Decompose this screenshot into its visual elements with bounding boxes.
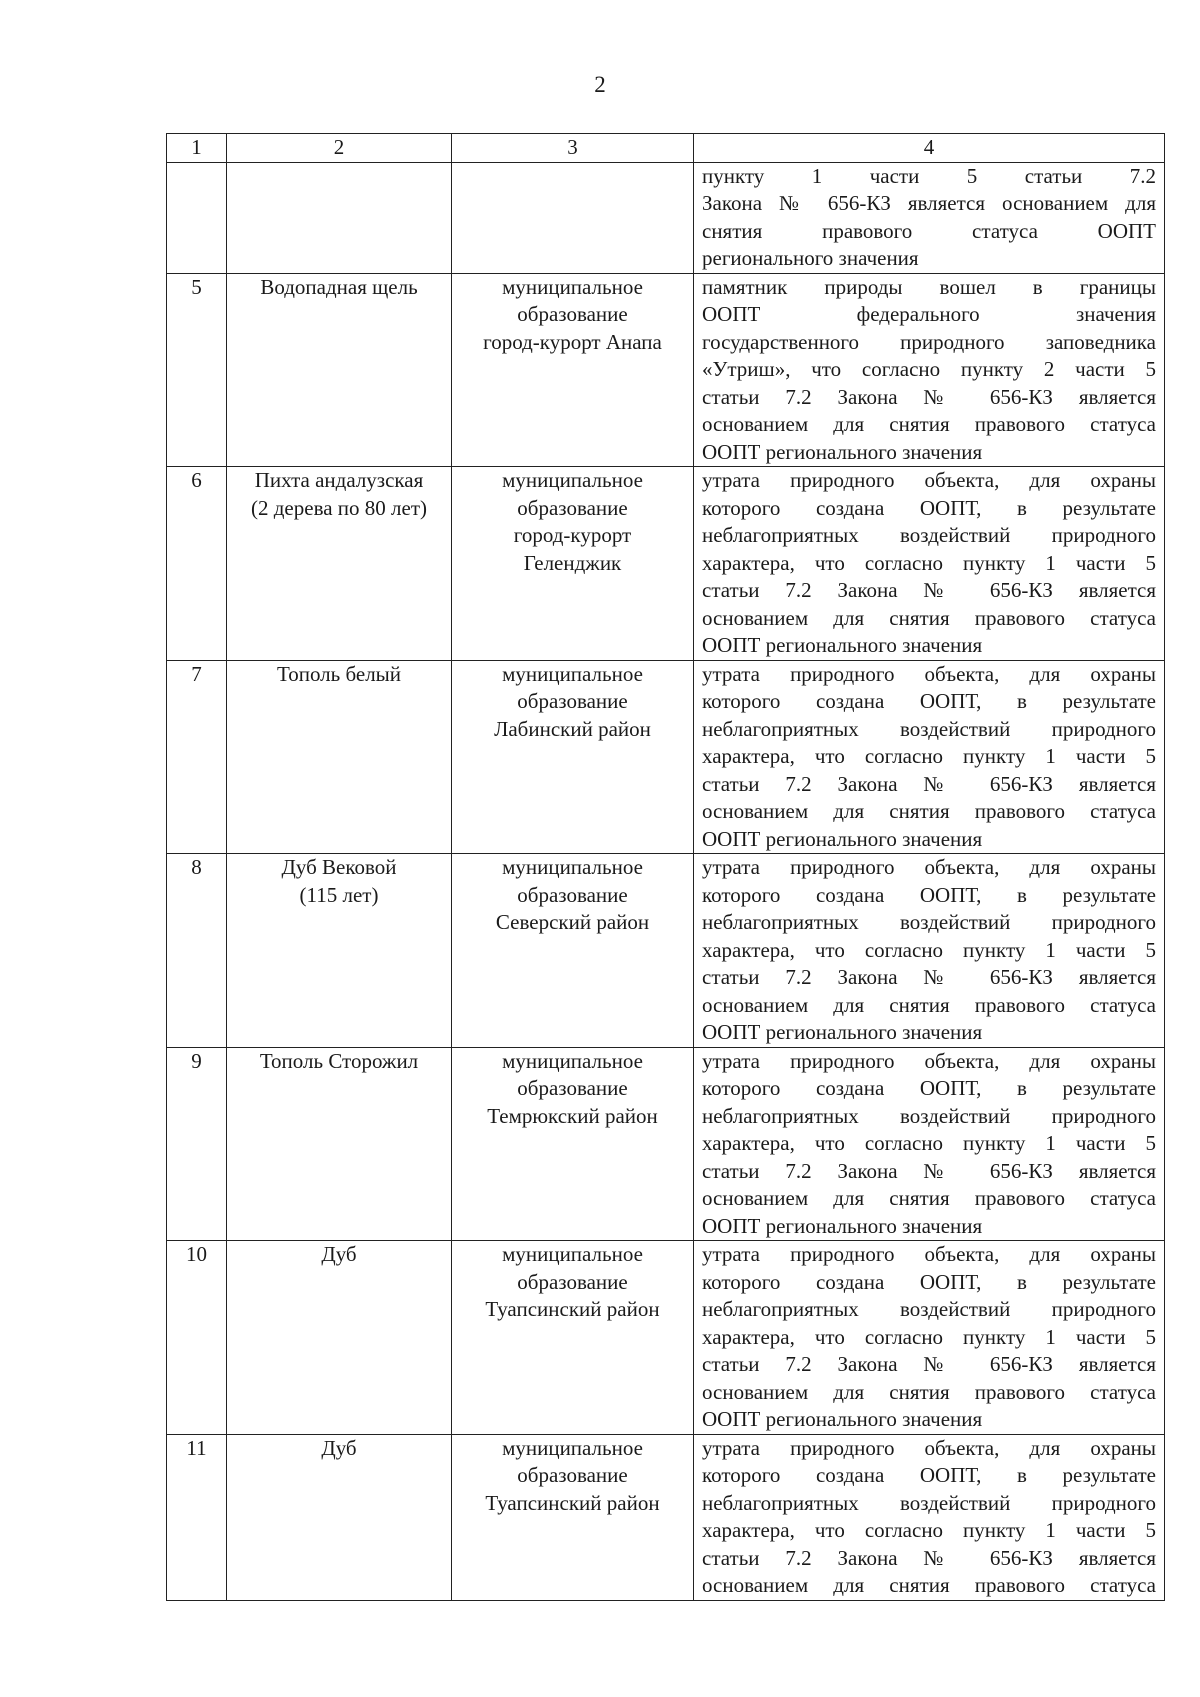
reason-line: статьи 7.2 Закона № 656-КЗ является [702, 965, 1156, 989]
reason-line: которого создана ООПТ, в результате [702, 882, 1156, 907]
municipality-line: образование [517, 302, 628, 326]
municipality [452, 467, 694, 661]
municipality-line: образование [517, 1463, 628, 1487]
header-col-2: 2 [227, 134, 452, 163]
reason-line: основанием для снятия правового статуса [702, 1573, 1156, 1597]
municipality-line: образование [517, 495, 628, 520]
reason [694, 1434, 1165, 1600]
row-number: 5 [167, 273, 227, 467]
municipality-line: Лабинский район [494, 716, 651, 741]
object-name-line: Дуб Вековой [281, 855, 397, 879]
page-number: 2 [594, 72, 606, 97]
header-col-4: 4 [694, 134, 1165, 163]
table-row [167, 162, 1165, 273]
reason-line: статьи 7.2 Закона № 656-КЗ является [702, 1352, 1156, 1376]
table-header-row [167, 134, 1165, 163]
reason-line: которого создана ООПТ, в результате [702, 1269, 1156, 1294]
reason-line: которого создана ООПТ, в результате [702, 495, 1156, 520]
municipality [452, 1047, 694, 1241]
row-number: 6 [167, 467, 227, 661]
table-row [167, 273, 1165, 467]
municipality-line: образование [517, 882, 628, 907]
municipality [452, 1241, 694, 1435]
reason-line: пункту 1 части 5 статьи 7.2 [702, 163, 1156, 188]
reason [694, 273, 1165, 467]
table-row [167, 660, 1165, 854]
reason-line: характера, что согласно пункту 1 части 5 [702, 937, 1156, 962]
reason [694, 1047, 1165, 1241]
reason-line: регионального значения [702, 246, 919, 270]
object-name-line: Дуб [321, 1242, 357, 1266]
reason-line: которого создана ООПТ, в результате [702, 1076, 1156, 1100]
reason-line: статьи 7.2 Закона № 656-КЗ является [702, 384, 1156, 409]
reason [694, 162, 1165, 273]
table-row [167, 854, 1165, 1048]
object-name [227, 854, 452, 1048]
reason-line: неблагоприятных воздействий природного [702, 716, 1156, 741]
reason-line: ООПТ федерального значения [702, 302, 1156, 326]
reason-line: утрата природного объекта, для охраны [702, 1435, 1156, 1460]
reason-line: «Утриш», что согласно пункту 2 части 5 [702, 357, 1156, 381]
municipality-line: Северский район [495, 910, 650, 934]
table-row [167, 1434, 1165, 1600]
object-name-line: Тополь Сторожил [259, 1048, 419, 1073]
municipality-line: муниципальное [502, 274, 643, 299]
object-name-line: (2 дерева по 80 лет) [251, 495, 427, 520]
reason-line: неблагоприятных воздействий природного [702, 910, 1156, 934]
reason-line: основанием для снятия правового статуса [702, 992, 1156, 1017]
header-col-3: 3 [452, 134, 694, 163]
reason-line: ООПТ регионального значения [702, 1407, 983, 1431]
reason-line: статьи 7.2 Закона № 656-КЗ является [702, 1545, 1156, 1570]
reason-line: основанием для снятия правового статуса [702, 412, 1156, 436]
reason-line: ООПТ регионального значения [702, 1213, 983, 1238]
reason-line: ООПТ регионального значения [702, 439, 983, 464]
reason [694, 854, 1165, 1048]
reason-line: государственного природного заповедника [702, 329, 1156, 354]
municipality [452, 854, 694, 1048]
object-name [227, 1047, 452, 1241]
municipality-line: Геленджик [523, 550, 622, 575]
object-name-line: Водопадная щель [260, 274, 418, 299]
municipality-line: Темрюкский район [487, 1103, 658, 1128]
reason-line: утрата природного объекта, для охраны [702, 1048, 1156, 1073]
reason-line: характера, что согласно пункту 1 части 5 [702, 1131, 1156, 1155]
reason-line: ООПТ регионального значения [702, 826, 983, 851]
object-name-line: Дуб [321, 1435, 357, 1460]
reason-line: неблагоприятных воздействий природного [702, 1103, 1156, 1128]
reason-line: основанием для снятия правового статуса [702, 799, 1156, 823]
reason-line: основанием для снятия правового статуса [702, 605, 1156, 630]
municipality [452, 162, 694, 273]
municipality-line: муниципальное [502, 661, 643, 686]
reason-line: характера, что согласно пункту 1 части 5 [702, 1518, 1156, 1542]
municipality-line: муниципальное [502, 1048, 643, 1073]
object-name-line: Пихта андалузская [254, 468, 424, 492]
reason-line: утрата природного объекта, для охраны [702, 661, 1156, 686]
header-col-1: 1 [167, 134, 227, 163]
row-number: 7 [167, 660, 227, 854]
table-body [167, 162, 1165, 1600]
object-name [227, 467, 452, 661]
municipality-line: город-курорт [513, 523, 632, 547]
reason-line: статьи 7.2 Закона № 656-КЗ является [702, 578, 1156, 602]
row-number: 10 [167, 1241, 227, 1435]
municipality-line: муниципальное [502, 468, 643, 492]
municipality [452, 660, 694, 854]
reason [694, 1241, 1165, 1435]
municipality-line: муниципальное [502, 855, 643, 879]
municipality-line: образование [517, 1269, 628, 1294]
object-name-line: (115 лет) [299, 882, 379, 907]
row-number: 8 [167, 854, 227, 1048]
table-row [167, 467, 1165, 661]
reason-line: статьи 7.2 Закона № 656-КЗ является [702, 1158, 1156, 1183]
reason-line: памятник природы вошел в границы [702, 274, 1156, 299]
row-number: 9 [167, 1047, 227, 1241]
reason-line: утрата природного объекта, для охраны [702, 468, 1156, 492]
municipality [452, 273, 694, 467]
object-name [227, 1241, 452, 1435]
reason-line: ООПТ регионального значения [702, 1020, 983, 1044]
object-name [227, 162, 452, 273]
table-row [167, 1047, 1165, 1241]
object-name [227, 1434, 452, 1600]
reason-line: неблагоприятных воздействий природного [702, 523, 1156, 547]
municipality-line: город-курорт Анапа [483, 329, 662, 354]
municipality-line: образование [517, 1076, 628, 1100]
municipality-line: образование [517, 689, 628, 713]
reason-line: характера, что согласно пункту 1 части 5 [702, 1324, 1156, 1349]
reason-line: статьи 7.2 Закона № 656-КЗ является [702, 771, 1156, 796]
reason-line: неблагоприятных воздействий природного [702, 1490, 1156, 1515]
row-number: 11 [167, 1434, 227, 1600]
reason-line: основанием для снятия правового статуса [702, 1186, 1156, 1210]
municipality [452, 1434, 694, 1600]
reason-line: снятия правового статуса ООПТ [702, 218, 1156, 243]
municipality-line: муниципальное [502, 1242, 643, 1266]
reason-line: основанием для снятия правового статуса [702, 1379, 1156, 1404]
object-name [227, 273, 452, 467]
table-row [167, 1241, 1165, 1435]
registry-table [166, 133, 1165, 1601]
row-number [167, 162, 227, 273]
reason-line: характера, что согласно пункту 1 части 5 [702, 744, 1156, 768]
reason-line: которого создана ООПТ, в результате [702, 689, 1156, 713]
reason-line: которого создана ООПТ, в результате [702, 1463, 1156, 1487]
reason [694, 467, 1165, 661]
municipality-line: муниципальное [502, 1435, 643, 1460]
reason-line: Закона № 656-КЗ является основанием для [702, 191, 1156, 215]
reason-line: утрата природного объекта, для охраны [702, 855, 1156, 879]
reason [694, 660, 1165, 854]
reason-line: характера, что согласно пункту 1 части 5 [702, 550, 1156, 575]
reason-line: утрата природного объекта, для охраны [702, 1242, 1156, 1266]
object-name-line: Тополь белый [276, 661, 402, 686]
municipality-line: Туапсинский район [485, 1490, 660, 1515]
reason-line: неблагоприятных воздействий природного [702, 1297, 1156, 1321]
municipality-line: Туапсинский район [485, 1297, 660, 1321]
object-name [227, 660, 452, 854]
reason-line: ООПТ регионального значения [702, 633, 983, 657]
